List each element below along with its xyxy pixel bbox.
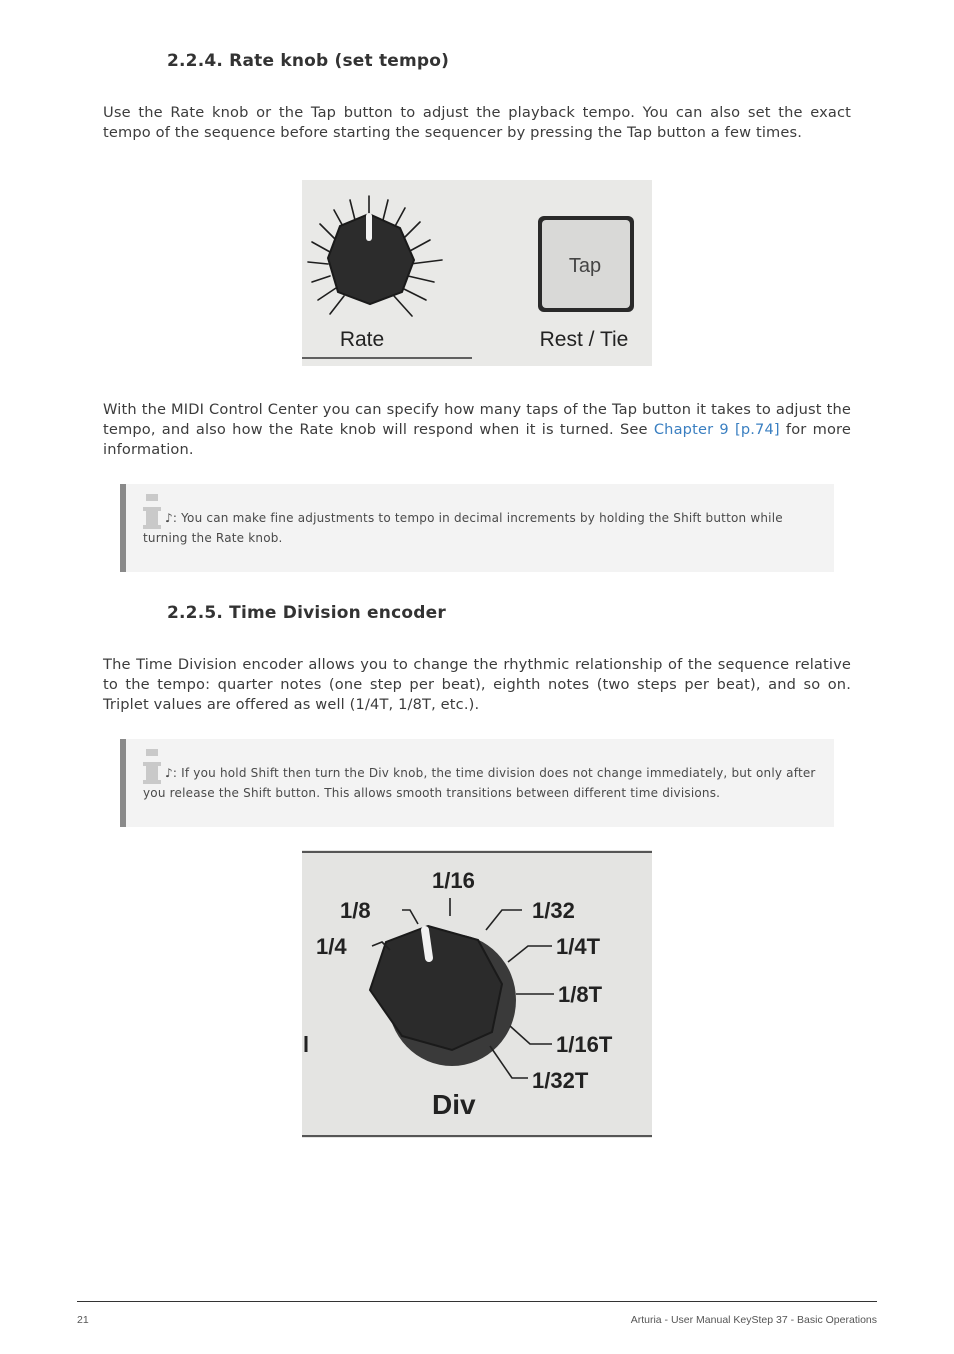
div-knob-label: Div <box>432 1089 476 1120</box>
div-knob-figure <box>302 850 652 1138</box>
division-label-1-16: 1/16 <box>432 868 475 893</box>
info-note-div-text: ♪: If you hold Shift then turn the Div knob, the time division does not change immediately, but only after you release the Shift button. This allows smooth transitions between different time divisions. <box>143 766 816 800</box>
footer-title: Arturia - User Manual KeyStep 37 - Basic Operations <box>630 1314 877 1326</box>
rest-tie-label: Rest / Tie <box>539 328 629 351</box>
rate-tap-illustration <box>302 180 652 366</box>
time-division-paragraph: The Time Division encoder allows you to change the rhythmic relationship of the sequence relative to the tempo: quarter notes (one step per beat), eighth notes (two steps per beat), and so on. Triplet values are offered as well (1/4T, 1/8T, etc.). <box>103 656 851 713</box>
section-heading-rate-knob: 2.2.4. Rate knob (set tempo) <box>167 51 450 71</box>
division-label-1-4: 1/4 <box>316 934 347 959</box>
midi-control-text: With the MIDI Control Center you can specify how many taps of the Tap button it takes to adjust the tempo, and also how the Rate knob will respond when it is turned. See <box>103 401 851 438</box>
division-label-1-16t: 1/16T <box>556 1032 613 1057</box>
rate-knob-label: Rate <box>339 328 385 351</box>
tap-button-label: Tap <box>568 255 602 277</box>
info-note-rate <box>120 484 834 572</box>
division-label-1-8: 1/8 <box>340 898 371 923</box>
div-knob-illustration <box>302 850 652 1138</box>
footer-divider <box>77 1301 877 1302</box>
midi-control-paragraph <box>103 400 851 460</box>
info-note-rate-text: ♪: You can make fine adjustments to tempo in decimal increments by holding the Shift button while turning the Rate knob. <box>143 511 783 545</box>
division-label-1-32: 1/32 <box>532 898 575 923</box>
page-number: 21 <box>77 1314 89 1326</box>
midi-control-text-end: for more information. <box>103 421 851 458</box>
rate-tap-figure <box>302 180 652 366</box>
division-label-1-8t: 1/8T <box>558 982 603 1007</box>
info-note-div <box>120 739 834 827</box>
division-label-1-32t: 1/32T <box>532 1068 589 1093</box>
rate-paragraph: Use the Rate knob or the Tap button to adjust the playback tempo. You can also set the exact tempo of the sequence before starting the sequencer by pressing the Tap button a few times. <box>103 104 851 141</box>
division-label-1-4t: 1/4T <box>556 934 601 959</box>
chapter-9-link[interactable]: Chapter 9 [p.74] <box>653 421 780 438</box>
section-heading-time-division: 2.2.5. Time Division encoder <box>167 603 446 623</box>
